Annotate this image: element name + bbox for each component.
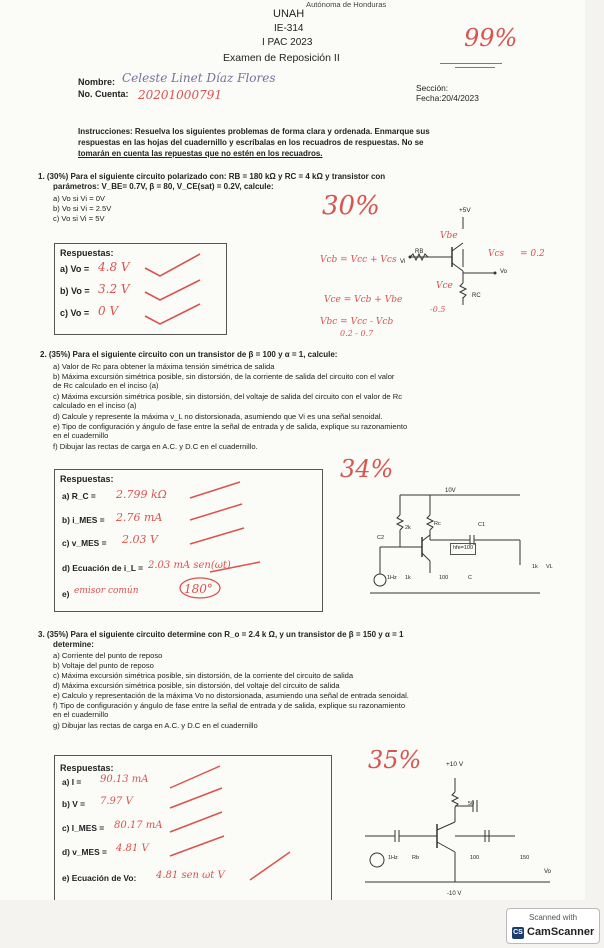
camscanner-logo-icon: CS — [512, 927, 524, 939]
q2-r1-label: 2k — [405, 525, 411, 531]
q3-vo-label: Vo — [544, 869, 552, 875]
exam-title: Examen de Reposición II — [223, 52, 340, 64]
q1-vcc-label: +5V — [459, 207, 471, 214]
q3-item-g: g) Dibujar las rectas de carga en A.C. y D.C en el cuadernillo — [53, 721, 258, 730]
q1-work-5: -0.5 — [430, 305, 446, 314]
q2-a-value: 2.799 kΩ — [116, 488, 167, 501]
q2-re-label: 100 — [439, 575, 449, 581]
q3-item-f: f) Tipo de configuración y ángulo de fase entre la señal de entrada y de salida, explique su razonamiento — [53, 701, 406, 710]
date-label: Fecha:20/4/2023 — [416, 93, 479, 103]
q1-score: 30% — [322, 191, 380, 221]
q3-score: 35% — [368, 746, 422, 774]
period: I PAC 2023 — [262, 37, 313, 48]
q2-r2-label: 1k — [405, 575, 411, 581]
q2-item-d: d) Calcule y represente la máxima v_L no distorsionada, asumiendo que Vi es una señal senoidal. — [53, 412, 383, 421]
q1-vcs-label: Vcs — [488, 249, 505, 259]
q1-vo-label: Vo — [500, 269, 508, 275]
q1-check-marks — [140, 250, 230, 330]
q1-circuit-diagram — [370, 205, 540, 315]
q2-e-value: emisor común — [74, 586, 139, 596]
q2-c-value: 2.03 V — [122, 533, 158, 546]
q3-title-2: determine: — [53, 640, 94, 649]
camscanner-name: CamScanner — [527, 926, 595, 938]
grade-mark: 99% — [464, 24, 518, 52]
name-value: Celeste Linet Díaz Flores — [122, 71, 276, 85]
q2-title: 2. (35%) Para el siguiente circuito con un transistor de β = 100 y α = 1, calcule: — [40, 350, 338, 359]
q3-rb-label: Rb — [412, 855, 420, 861]
q1-work-1: Vcb = Vcc + Vcs — [320, 255, 397, 265]
q3-rl-label: 150 — [520, 855, 530, 861]
q1-b-value: 3.2 V — [98, 282, 130, 296]
q2-ce-label: C — [468, 575, 472, 581]
university-name: Autónoma de Honduras — [306, 0, 387, 9]
q2-item-e2: en el cuadernillo — [53, 431, 109, 440]
q2-a-label: a) R_C = — [62, 491, 96, 501]
q1-a-label: a) Vo = — [60, 264, 90, 274]
q2-item-c: c) Máxima excursión simétrica posible, sin distorsión, del voltaje de salida del circuito con el valor de Rc — [53, 392, 403, 401]
q3-c-value: 80.17 mA — [114, 820, 163, 831]
q2-score: 34% — [340, 455, 394, 483]
q1-answers-label: Respuestas: — [60, 248, 114, 258]
q3-item-e: e) Calculo y representación de la máxima Vo no distorsionada, asumiendo una señal de entrada senoidal. — [53, 691, 409, 700]
q3-d-label: d) v_MES = — [62, 847, 107, 857]
q2-vi-label: 1Hz — [387, 575, 397, 581]
unah-label: UNAH — [273, 8, 305, 20]
q3-a-value: 90.13 mA — [100, 774, 149, 785]
camscanner-badge — [506, 908, 600, 944]
q3-title-1: 3. (35%) Para el siguiente circuito determine con R_o = 2.4 k Ω, y un transistor de β = 150 y α = 1 — [38, 630, 404, 639]
q1-vce-label: Vce — [436, 281, 453, 291]
q1-c-label: c) Vo = — [60, 308, 90, 318]
q3-e-value: 4.81 sen ωt V — [156, 870, 225, 881]
q1-rc-label: RC — [472, 293, 481, 299]
q2-d-value: 2.03 mA sen(ωt) — [148, 560, 231, 571]
q3-c-label: c) I_MES = — [62, 823, 105, 833]
q2-e-angle: 180° — [184, 582, 213, 596]
q2-answers-label: Respuestas: — [60, 474, 114, 484]
q1-title-2: parámetros: V_BE= 0.7V, β = 80, V_CE(sat) = 0.2V, calcule: — [53, 182, 274, 191]
q1-work-2: Vce = Vcb + Vbe — [324, 295, 403, 305]
q2-d-label: d) Ecuación de i_L = — [62, 563, 144, 573]
account-label: No. Cuenta: — [78, 89, 129, 99]
q1-rb-label: RB — [415, 249, 424, 255]
q2-item-a: a) Valor de Rc para obtener la máxima tensión simétrica de salida — [53, 362, 275, 371]
scanned-with-label: Scanned with — [528, 913, 578, 922]
q1-item-a: a) Vo si Vi = 0V — [53, 194, 105, 203]
q3-a-label: a) I = — [62, 777, 82, 787]
q1-work-3: Vbc = Vcc - Vcb — [320, 317, 394, 327]
q3-circuit-diagram — [365, 772, 565, 900]
grade-underline — [440, 63, 502, 64]
q3-vi-label: 1Hz — [388, 855, 398, 861]
q1-item-b: b) Vo si Vi = 2.5V — [53, 204, 112, 213]
q2-item-b: b) Máxima excursión simétrica posible, sin distorsión, de la corriente de salida del circuito con el valor — [53, 372, 395, 381]
q2-item-b2: de Rc calculado en el inciso (a) — [53, 381, 159, 390]
q3-vee-label: -10 V — [447, 891, 462, 897]
q2-c-label: c) v_MES = — [62, 538, 107, 548]
q2-check-marks — [180, 470, 290, 610]
q3-b-value: 7.97 V — [100, 796, 133, 807]
section-label: Sección: — [416, 83, 449, 93]
q1-item-c: c) Vo si Vi = 5V — [53, 214, 105, 223]
q1-title-1: 1. (30%) Para el siguiente circuito polarizado con: RB = 180 kΩ y RC = 4 kΩ y transistor con — [38, 172, 386, 181]
q2-item-c2: calculado en el inciso (a) — [53, 401, 137, 410]
q3-vcc-label: +10 V — [446, 761, 464, 768]
q3-item-c: c) Máxima excursión simétrica posible, sin distorsión, de la corriente del circuito de salida — [53, 671, 354, 680]
q2-vl-label: VL — [546, 564, 553, 570]
q2-vcc-label: 10V — [445, 488, 456, 494]
q3-e-label: e) Ecuación de Vo: — [62, 873, 137, 883]
instructions-line-2: respuestas en las hojas del cuadernillo y escríbalas en los recuadros de respuestas. No se — [78, 138, 424, 147]
q3-answers-label: Respuestas: — [60, 763, 114, 773]
grade-underline-2 — [455, 67, 495, 68]
q1-work-4: 0.2 - 0.7 — [340, 329, 374, 338]
q3-item-f2: en el cuadernillo — [53, 710, 109, 719]
q1-eq-label: = 0.2 — [520, 249, 545, 259]
q2-c2-label: C2 — [377, 535, 385, 541]
name-label: Nombre: — [78, 77, 116, 87]
q3-item-a: a) Corriente del punto de reposo — [53, 651, 163, 660]
q1-b-label: b) Vo = — [60, 286, 90, 296]
q1-vi-label: Vi — [400, 259, 406, 265]
q3-b-label: b) V = — [62, 799, 86, 809]
q2-hfe-label: hfe=100 — [450, 543, 476, 555]
q3-re-label: 100 — [470, 855, 480, 861]
q3-d-value: 4.81 V — [116, 843, 149, 854]
q3-check-marks — [160, 760, 300, 890]
q2-rc-label: Rc — [434, 521, 441, 527]
q2-b-label: b) i_MES = — [62, 515, 105, 525]
course-code: IE-314 — [274, 23, 304, 34]
instructions-line-3: tomarán en cuenta las repuestas que no estén en los recuadros. — [78, 149, 323, 158]
q2-e-label: e) — [62, 589, 70, 599]
q2-item-e: e) Tipo de configuración y ángulo de fase entre la señal de entrada y de salida, explique su razonamiento — [53, 422, 408, 431]
q2-rl-label: 1k — [532, 564, 538, 570]
q2-b-value: 2.76 mA — [116, 511, 163, 524]
q1-a-value: 4.8 V — [98, 260, 130, 274]
instructions-line-1: Instrucciones: Resuelva los siguientes problemas de forma clara y ordenada. Enmarque sus — [78, 127, 430, 136]
q1-c-value: 0 V — [98, 304, 119, 318]
q3-item-d: d) Máxima excursión simétrica posible, sin distorsión, del voltaje del circuito de salida — [53, 681, 340, 690]
q3-r1-label: 50 — [468, 801, 475, 807]
account-value: 20201000791 — [138, 88, 222, 102]
q2-item-f: f) Dibujar las rectas de carga en A.C. y D.C en el cuadernillo. — [53, 442, 258, 451]
q2-c1-label: C1 — [478, 522, 486, 528]
q3-item-b: b) Voltaje del punto de reposo — [53, 661, 154, 670]
q1-vbe-label: Vbe — [440, 231, 458, 241]
